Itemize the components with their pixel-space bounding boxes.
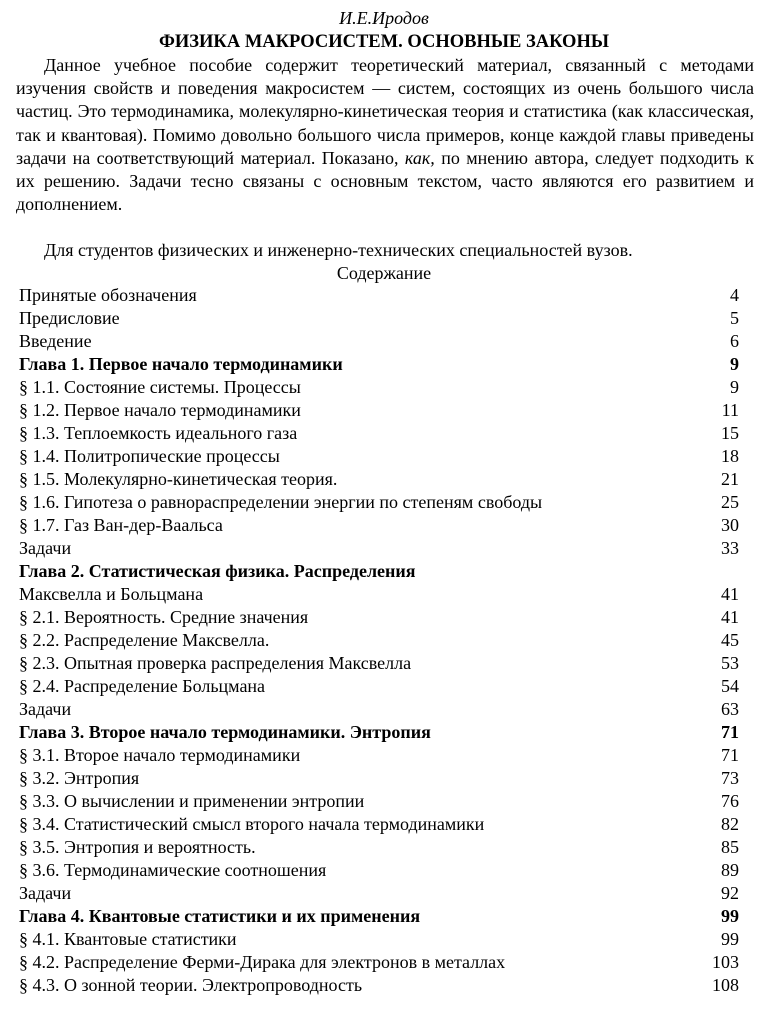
toc-entry-title: Глава 3. Второе начало термодинамики. Энтропия <box>19 722 431 742</box>
toc-entry-row <box>19 399 739 422</box>
abstract-text-part1: Данное учебное пособие содержит теоретический материал, связанный с методами изучения свойств и поведения макросистем — систем, состоящих из очень большого числа частиц. Это термодинамика, молекулярно-кинетическая теория и статистика (как классическая, так и квантовая). Помимо довольно большого числа примеров, конце каждой главы приведены задачи на соответствующий материал. Показано, <box>16 55 754 168</box>
toc-entry-page-number: 103 <box>712 952 739 972</box>
toc-entry-row <box>19 675 739 698</box>
toc-entry-title: § 3.5. Энтропия и вероятность. <box>19 837 256 857</box>
toc-entry-page-number: 99 <box>721 906 739 926</box>
toc-entry-title: § 3.1. Второе начало термодинамики <box>19 745 301 765</box>
toc-entry-row <box>19 491 739 514</box>
toc-entry-title: § 4.2. Распределение Ферми-Дирака для электронов в металлах <box>19 952 506 972</box>
toc-entry-row <box>19 537 739 560</box>
toc-entry-page-number: 92 <box>721 883 739 903</box>
toc-entry-page-number: 15 <box>721 423 739 443</box>
toc-entry-row <box>19 629 739 652</box>
toc-entry-title: Глава 2. Статистическая физика. Распределения <box>19 561 416 581</box>
toc-entry-title: Принятые обозначения <box>19 285 197 305</box>
abstract-emphasis: как, <box>404 147 435 168</box>
toc-entry-title: § 3.6. Термодинамические соотношения <box>19 860 327 880</box>
toc-entry-page-number: 41 <box>721 584 739 604</box>
toc-entry-page-number: 9 <box>730 377 739 397</box>
toc-entry-row <box>19 583 739 606</box>
toc-entry-title: § 4.1. Квантовые статистики <box>19 929 237 949</box>
toc-entry-title: Введение <box>19 331 92 351</box>
toc-entry-row <box>19 514 739 537</box>
toc-entry-page-number: 21 <box>721 469 739 489</box>
toc-entry-row <box>19 882 739 905</box>
toc-entry-title: § 2.1. Вероятность. Средние значения <box>19 607 309 627</box>
toc-entry-title: Глава 4. Квантовые статистики и их применения <box>19 906 421 926</box>
toc-entry-page-number: 53 <box>721 653 739 673</box>
toc-entry-page-number: 45 <box>721 630 739 650</box>
toc-entry-title: § 1.6. Гипотеза о равнораспределении энергии по степеням свободы <box>19 492 543 512</box>
toc-entry-title: Задачи <box>19 699 72 719</box>
toc-entry-page-number: 71 <box>721 745 739 765</box>
toc-entry-title: § 1.3. Теплоемкость идеального газа <box>19 423 298 443</box>
toc-entry-row <box>19 836 739 859</box>
toc-entry-title: Глава 1. Первое начало термодинамики <box>19 354 343 374</box>
toc-entry-row <box>19 468 739 491</box>
toc-entry-row <box>19 445 739 468</box>
toc-entry-title: § 1.2. Первое начало термодинамики <box>19 400 301 420</box>
toc-chapter-row <box>19 353 739 376</box>
toc-entry-row <box>19 951 739 974</box>
toc-heading: Содержание <box>336 263 432 283</box>
toc-entry-page-number: 41 <box>721 607 739 627</box>
toc-chapter-row <box>19 560 739 583</box>
toc-entry-row <box>19 859 739 882</box>
toc-entry-page-number: 108 <box>712 975 739 995</box>
toc-entry-row <box>19 422 739 445</box>
toc-entry-row <box>19 790 739 813</box>
toc-entry-page-number: 89 <box>721 860 739 880</box>
toc-entry-page-number: 99 <box>721 929 739 949</box>
toc-entry-title: § 3.4. Статистический смысл второго начала термодинамики <box>19 814 485 834</box>
toc-entry-title: § 1.4. Политропические процессы <box>19 446 280 466</box>
toc-entry-page-number: 63 <box>721 699 739 719</box>
toc-entry-page-number: 82 <box>721 814 739 834</box>
toc-entry-page-number: 54 <box>721 676 739 696</box>
toc-entry-page-number: 76 <box>721 791 739 811</box>
toc-entry-row <box>19 330 739 353</box>
toc-entry-page-number: 4 <box>730 285 739 305</box>
toc-entry-page-number: 30 <box>721 515 739 535</box>
toc-entry-page-number: 9 <box>730 354 739 374</box>
abstract-paragraph <box>16 54 754 216</box>
toc-entry-page-number: 18 <box>721 446 739 466</box>
toc-entry-page-number: 73 <box>721 768 739 788</box>
toc-entry-page-number: 5 <box>730 308 739 328</box>
toc-entry-title: Задачи <box>19 883 72 903</box>
toc-entry-row <box>19 928 739 951</box>
toc-entry-title: § 2.3. Опытная проверка распределения Максвелла <box>19 653 412 673</box>
toc-entry-page-number: 25 <box>721 492 739 512</box>
toc-entry-title: § 1.7. Газ Ван-дер-Ваальса <box>19 515 223 535</box>
toc-entry-row <box>19 307 739 330</box>
book-title: ФИЗИКА МАКРОСИСТЕМ. ОСНОВНЫЕ ЗАКОНЫ <box>158 32 610 52</box>
toc-entry-page-number: 11 <box>721 400 739 420</box>
toc-entry-title: § 2.4. Распределение Больцмана <box>19 676 266 696</box>
toc-entry-title: § 3.3. О вычислении и применении энтропии <box>19 791 365 811</box>
toc-chapter-row <box>19 905 739 928</box>
toc-entry-page-number: 33 <box>721 538 739 558</box>
toc-entry-row <box>19 376 739 399</box>
toc-entry-title: § 1.5. Молекулярно-кинетическая теория. <box>19 469 338 489</box>
toc-entry-row <box>19 744 739 767</box>
toc-entry-title: § 4.3. О зонной теории. Электропроводность <box>19 975 363 995</box>
toc-entry-page-number: 6 <box>730 331 739 351</box>
toc-entry-row <box>19 606 739 629</box>
toc-entry-title: § 1.1. Состояние системы. Процессы <box>19 377 301 397</box>
toc-entry-row <box>19 813 739 836</box>
audience-note: Для студентов физических и инженерно-технических специальностей вузов. <box>44 240 633 260</box>
toc-entry-page-number: 71 <box>721 722 739 742</box>
toc-entry-page-number: 85 <box>721 837 739 857</box>
toc-chapter-row <box>19 721 739 744</box>
table-of-contents <box>19 284 739 997</box>
toc-entry-row <box>19 284 739 307</box>
author-name: И.Е.Иродов <box>339 8 429 28</box>
toc-entry-title: § 3.2. Энтропия <box>19 768 140 788</box>
toc-entry-title: Задачи <box>19 538 72 558</box>
toc-entry-title: § 2.2. Распределение Максвелла. <box>19 630 270 650</box>
toc-entry-title: Максвелла и Больцмана <box>19 584 204 604</box>
toc-entry-row <box>19 652 739 675</box>
toc-entry-row <box>19 767 739 790</box>
toc-entry-row <box>19 974 739 997</box>
toc-entry-row <box>19 698 739 721</box>
abstract-text-part2: по мнению автора, следует подходить к их решению. Задачи тесно связаны с основным текстом, часто являются его развитием и дополнением. <box>16 147 754 215</box>
toc-entry-title: Предисловие <box>19 308 120 328</box>
